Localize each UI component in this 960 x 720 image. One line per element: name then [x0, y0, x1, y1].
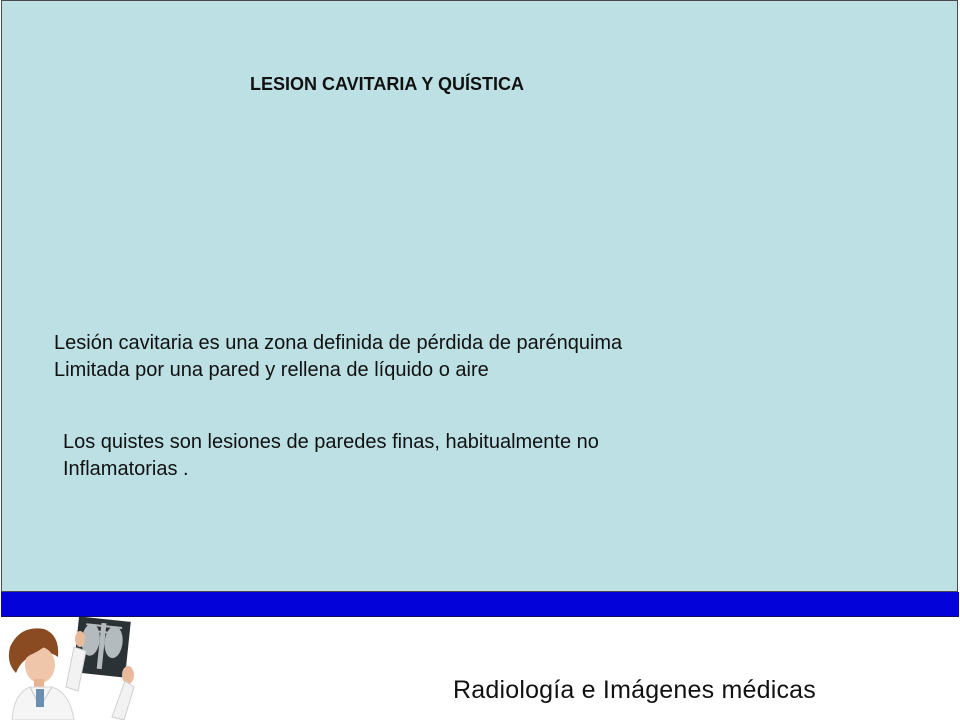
definition-paragraph [54, 330, 622, 384]
doctor-xray-photo-icon [0, 617, 156, 720]
footer-brand-text: Radiología e Imágenes médicas [453, 676, 816, 704]
cyst-line-2: Inflamatorias . [63, 458, 189, 480]
footer-blue-band [1, 592, 959, 617]
cyst-paragraph [63, 429, 599, 483]
cyst-line-1: Los quistes son lesiones de paredes finas, habitualmente no [63, 431, 599, 453]
definition-line-1: Lesión cavitaria es una zona definida de pérdida de parénquima [54, 332, 623, 354]
slide-title: LESION CAVITARIA Y QUÍSTICA [250, 74, 525, 94]
definition-line-2: Limitada por una pared y rellena de líquido o aire [54, 359, 489, 381]
content-panel [1, 0, 958, 592]
